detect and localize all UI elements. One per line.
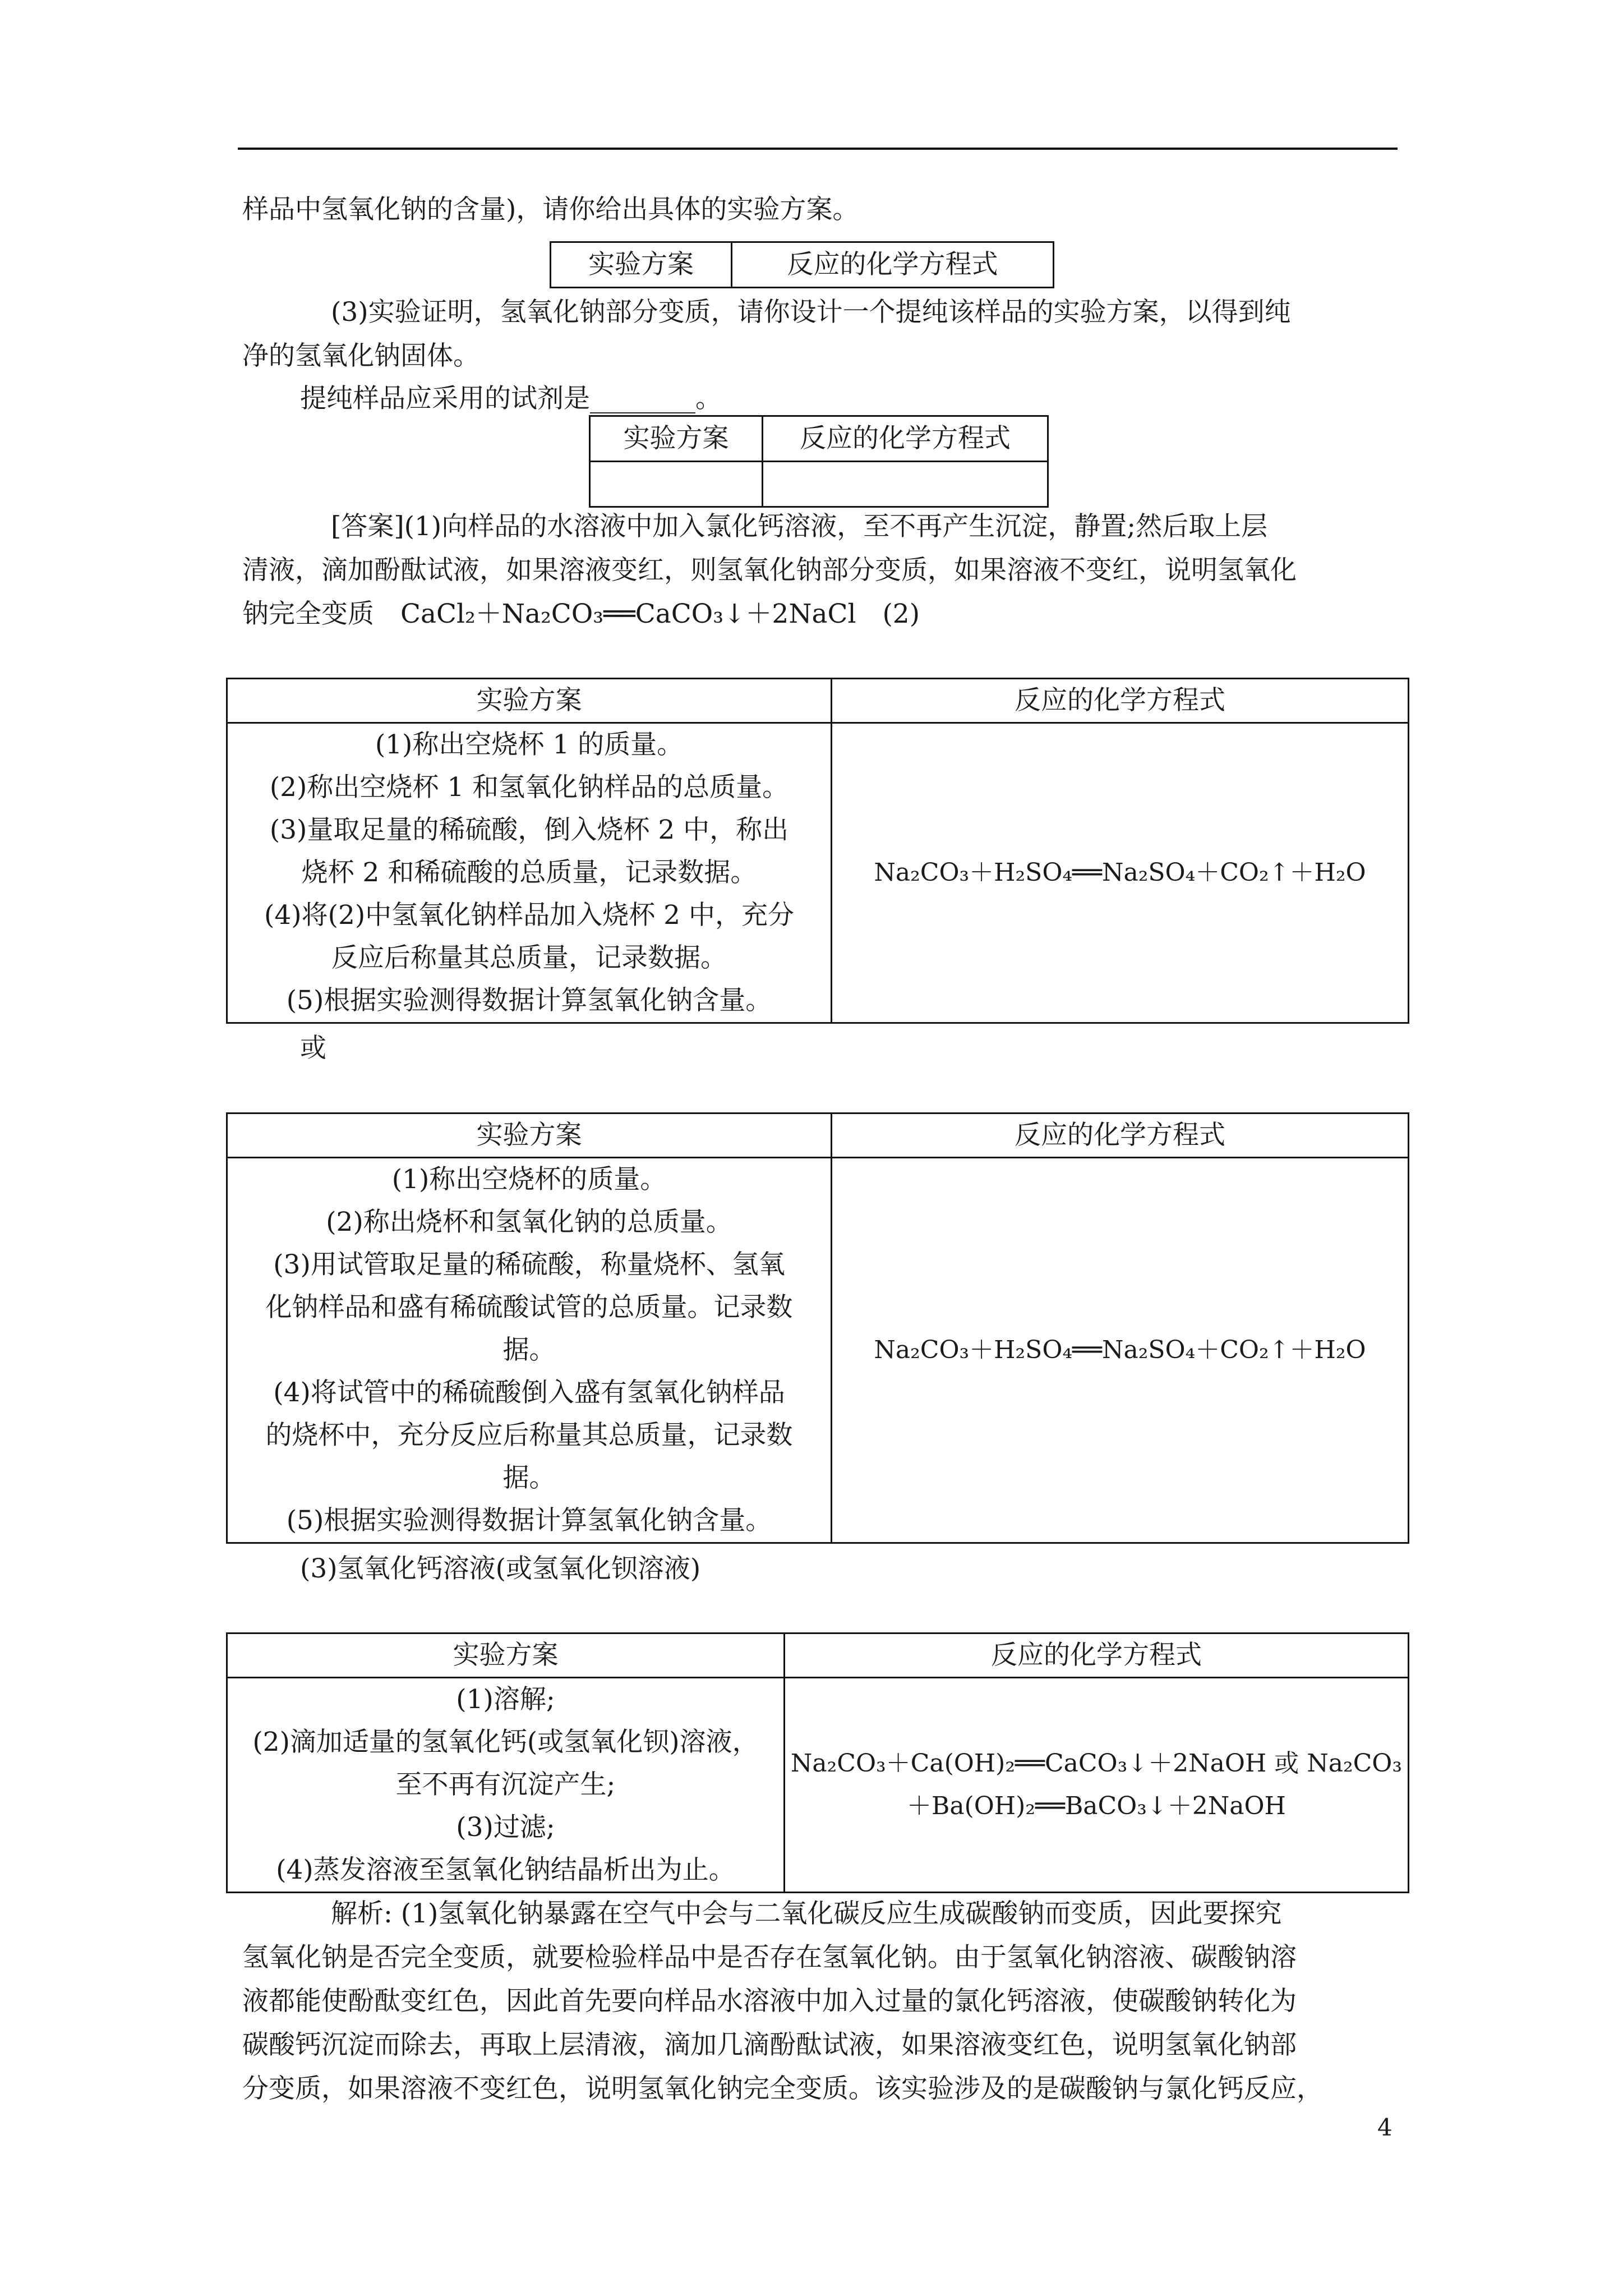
analysis-line: 分变质，如果溶液不变红色，说明氢氧化钠完全变质。该实验涉及的是碳酸钠与氯化钙反应， [242, 2073, 1323, 2104]
step-item: (4)蒸发溶液至氢氧化钠结晶析出为止。 [276, 1855, 735, 1885]
step-item: (5)根据实验测得数据计算氢氧化钠含量。 [286, 1505, 772, 1536]
step-item: 据。 [502, 1462, 556, 1493]
blank-table-2 [589, 415, 1049, 508]
step-item: (2)滴加适量的氢氧化钙(或氢氧化钡)溶液， [252, 1727, 759, 1757]
analysis-line: 液都能使酚酞变红色，因此首先要向样品水溶液中加入过量的氯化钙溶液，使碳酸钠转化为 [242, 1986, 1297, 2017]
scheme-steps [227, 1678, 785, 1893]
table-header-equation: 反应的化学方程式 [784, 1634, 1408, 1678]
equation-cell: Na₂CO₃＋H₂SO₄══Na₂SO₄＋CO₂↑＋H₂O [832, 723, 1409, 1023]
step-item: (3)用试管取足量的稀硫酸，称量烧杯、氢氧 [273, 1249, 785, 1280]
table-header-scheme: 实验方案 [551, 242, 732, 288]
table-header-equation: 反应的化学方程式 [732, 242, 1054, 288]
or-label: 或 [300, 1033, 326, 1064]
step-item: (4)将(2)中氢氧化钠样品加入烧杯 2 中，充分 [264, 900, 794, 931]
analysis-line: 碳酸钙沉淀而除去，再取上层清液，滴加几滴酚酞试液，如果溶液变红色，说明氢氧化钠部 [242, 2030, 1297, 2060]
answer-table-a [226, 678, 1409, 1024]
step-item: (2)称出烧杯和氢氧化钠的总质量。 [326, 1207, 732, 1237]
equation-cell: Na₂CO₃＋H₂SO₄══Na₂SO₄＋CO₂↑＋H₂O [832, 1158, 1409, 1543]
step-item: (3)量取足量的稀硫酸，倒入烧杯 2 中，称出 [269, 815, 789, 845]
table-header-equation: 反应的化学方程式 [832, 1114, 1409, 1158]
answer3-label: (3)氢氧化钙溶液(或氢氧化钡溶液) [300, 1553, 701, 1584]
answer-line2: 清液，滴加酚酞试液，如果溶液变红，则氢氧化钠部分变质，如果溶液不变红，说明氢氧化 [242, 555, 1297, 586]
step-item: 的烧杯中，充分反应后称量其总质量，记录数 [265, 1420, 793, 1451]
equation-line: ＋Ba(OH)₂══BaCO₃↓＋2NaOH [906, 1792, 1286, 1820]
step-item: (3)过滤; [456, 1812, 555, 1843]
scheme-steps [227, 723, 832, 1023]
analysis-line: 氢氧化钠是否完全变质，就要检验样品中是否存在氢氧化钠。由于氢氧化钠溶液、碳酸钠溶 [242, 1942, 1297, 1973]
table-header-equation: 反应的化学方程式 [763, 416, 1048, 462]
step-item: (5)根据实验测得数据计算氢氧化钠含量。 [286, 985, 772, 1016]
table-header-scheme: 实验方案 [227, 1114, 832, 1158]
header-rule [238, 148, 1398, 150]
step-item: 化钠样品和盛有稀硫酸试管的总质量。记录数 [265, 1292, 793, 1323]
step-item: 烧杯 2 和稀硫酸的总质量，记录数据。 [301, 857, 757, 888]
table-header-scheme: 实验方案 [227, 679, 832, 723]
step-item: (1)称出空烧杯的质量。 [391, 1164, 667, 1195]
step-item: (1)溶解; [456, 1684, 555, 1715]
answer-table-c [226, 1632, 1409, 1893]
answer-table-b [226, 1112, 1409, 1544]
step-item: (2)称出空烧杯 1 和氢氧化钠样品的总质量。 [269, 772, 789, 803]
table-header-scheme: 实验方案 [227, 1634, 785, 1678]
scheme-steps [227, 1158, 832, 1543]
page-number: 4 [1377, 2114, 1393, 2141]
step-item: (1)称出空烧杯 1 的质量。 [375, 729, 684, 760]
step-item: 至不再有沉淀产生; [395, 1769, 616, 1800]
q3-reagent-line: 提纯样品应采用的试剂是________。 [300, 383, 722, 414]
intro-line: 样品中氢氧化钠的含量)，请你给出具体的实验方案。 [242, 194, 859, 225]
step-item: 据。 [502, 1335, 556, 1365]
analysis-line: 解析: (1)氢氧化钠暴露在空气中会与二氧化碳反应生成碳酸钠而变质，因此要探究 [331, 1898, 1282, 1929]
table-header-scheme: 实验方案 [590, 416, 763, 462]
answer-line3: 钠完全变质 CaCl₂＋Na₂CO₃══CaCO₃↓＋2NaCl (2) [242, 599, 920, 629]
blank-cell [763, 462, 1048, 507]
equation-line: Na₂CO₃＋Ca(OH)₂══CaCO₃↓＋2NaOH 或 Na₂CO₃ [790, 1749, 1402, 1778]
q3-line2: 净的氢氧化钠固体。 [242, 341, 479, 371]
answer-line1: [答案](1)向样品的水溶液中加入氯化钙溶液，至不再产生沉淀，静置;然后取上层 [331, 511, 1268, 542]
blank-table-1 [550, 241, 1054, 288]
blank-cell [590, 462, 763, 507]
step-item: (4)将试管中的稀硫酸倒入盛有氢氧化钠样品 [273, 1377, 785, 1408]
table-header-equation: 反应的化学方程式 [832, 679, 1409, 723]
step-item: 反应后称量其总质量，记录数据。 [331, 942, 727, 973]
q3-line1: (3)实验证明，氢氧化钠部分变质，请你设计一个提纯该样品的实验方案，以得到纯 [331, 297, 1291, 328]
equation-cell [784, 1678, 1408, 1893]
